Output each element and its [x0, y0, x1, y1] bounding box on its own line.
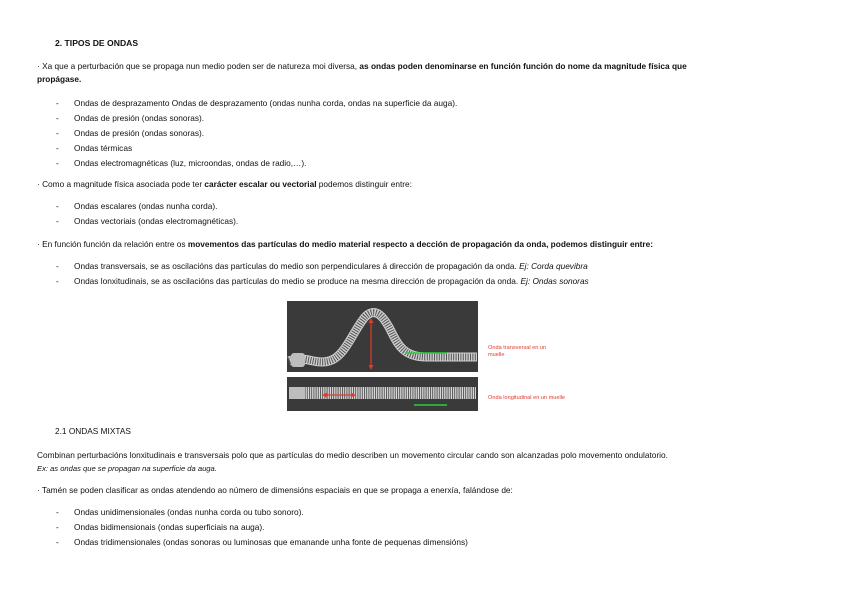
- list-item: - Ondas unidimensionales (ondas nunha corda ou tubo sonoro).: [37, 505, 468, 520]
- list-item: - Ondas electromagnéticas (luz, microondas, ondas de radio,…).: [37, 156, 457, 171]
- figure-label-longitudinal: Onda longitudinal en un muelle: [488, 395, 566, 401]
- intro-paragraph: [37, 60, 687, 86]
- example-text: Ex: as ondas que se propagan na superficie da auga.: [37, 464, 217, 473]
- paragraph-text: Combinan perturbacións lonxitudinais e transversais polo que as partículas do medio describen un movemento circular cando son alcanzadas polo movemento ondulatorio.: [37, 450, 668, 460]
- intro-bold-continuation: propágase.: [37, 74, 82, 84]
- paragraph-text: · Como a magnitude física asociada pode ter: [37, 179, 205, 189]
- list-item-text: Ondas lonxitudinais, se as oscilacións das partículas do medio se produce na mesma dirección de propagación da onda.: [74, 276, 521, 286]
- dimensions-paragraph: · Tamén se poden clasificar as ondas atendendo ao número de dimensións espaciais en que se propaga a enerxía, falándose de:: [37, 485, 513, 495]
- spring-waves-figure: [287, 301, 478, 411]
- intro-bold-text: as ondas poden denominarse en función función do nome da magnitude física que: [359, 61, 687, 71]
- example-text: Ej: Ondas sonoras: [520, 276, 589, 286]
- list-item: [37, 274, 589, 289]
- scalar-vector-paragraph: [37, 179, 412, 189]
- magnitude-list: [37, 96, 457, 171]
- wave-direction-list: [37, 259, 589, 289]
- section-heading: 2. TIPOS DE ONDAS: [55, 38, 139, 48]
- spring-waves-image: [287, 301, 478, 411]
- list-item: - Ondas térmicas: [37, 141, 457, 156]
- longitudinal-holder: [289, 387, 305, 399]
- figure-label-transversal: [488, 345, 546, 359]
- paragraph-bold-text: carácter escalar ou vectorial: [204, 179, 317, 189]
- list-item-text: Ondas transversais, se as oscilacións das partículas do medio son perpendiculares á dirección de propagación da onda.: [74, 261, 520, 271]
- holder-shape: [291, 353, 305, 367]
- scalar-vector-list: [37, 199, 238, 229]
- dimensions-list: [37, 505, 468, 550]
- list-item: - Ondas de presión (ondas sonoras).: [37, 111, 457, 126]
- paragraph-bold-text: movementos das partículas do medio material respecto a dección de propagación da onda, podemos distinguir entre:: [187, 239, 654, 249]
- longitudinal-spring: [289, 387, 476, 399]
- intro-text: · Xa que a perturbación que se propaga nun medio poden ser de natureza moi diversa,: [37, 61, 360, 71]
- paragraph-text: podemos distinguir entre:: [316, 179, 412, 189]
- list-item: [37, 259, 589, 274]
- list-item: - Ondas tridimensionales (ondas sonoras ou luminosas que emanande unha fonte de pequenas dimensións): [37, 535, 468, 550]
- list-item: - Ondas de desprazamento Ondas de desprazamento (ondas nunha corda, ondas na superficie da auga).: [37, 96, 457, 111]
- list-item: - Ondas de presión (ondas sonoras).: [37, 126, 457, 141]
- figure-label-line: muelle: [488, 352, 505, 358]
- figure-label-line: Onda transversal en un: [488, 345, 547, 351]
- mixed-waves-paragraph: [37, 449, 668, 475]
- paragraph-text: · En función función da relación entre os: [37, 239, 188, 249]
- list-item: - Ondas escalares (ondas nunha corda).: [37, 199, 238, 214]
- list-item: - Ondas vectoriais (ondas electromagnéticas).: [37, 214, 238, 229]
- list-item: - Ondas bidimensionais (ondas superficiais na auga).: [37, 520, 468, 535]
- example-text: Ej: Corda quevibra: [519, 261, 588, 271]
- subsection-heading: 2.1 ONDAS MIXTAS: [55, 426, 131, 436]
- particle-movement-paragraph: [37, 239, 653, 249]
